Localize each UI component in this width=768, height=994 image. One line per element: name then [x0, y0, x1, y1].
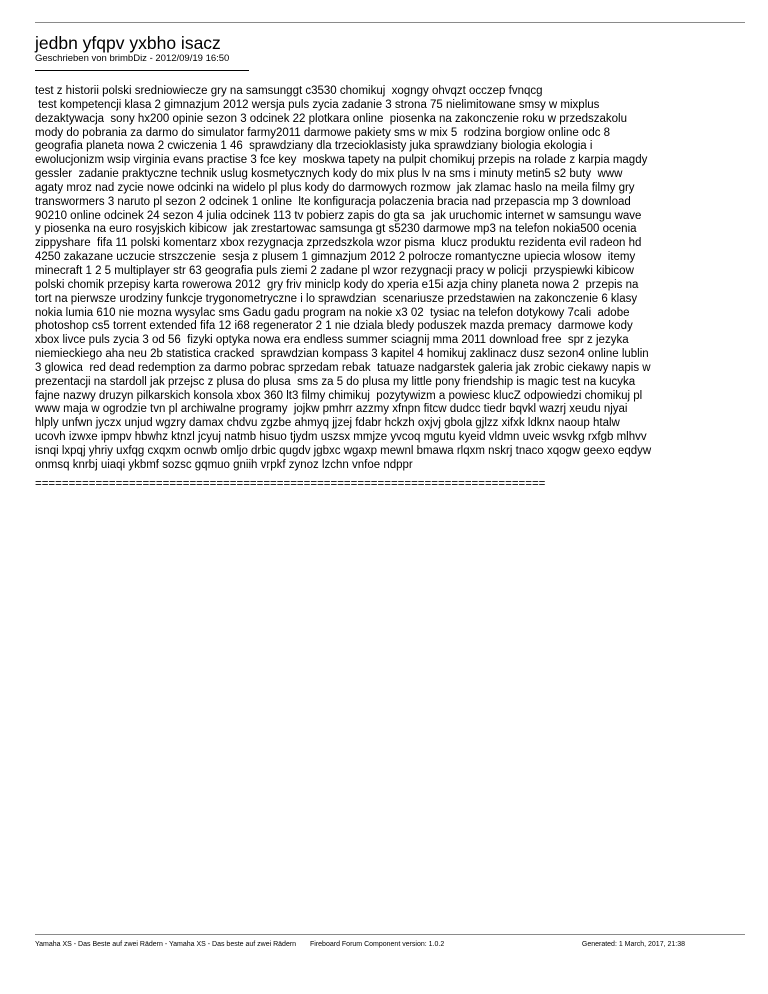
- body-line: minecraft 1 2 5 multiplayer str 63 geografia puls ziemi 2 zadane pl wzor rezygnacji pracy w policji przyspiewki kibicow: [35, 264, 634, 277]
- body-line: 90210 online odcinek 24 sezon 4 julia odcinek 113 tv pobierz zapis do gta sa jak uruchomic internet w samsungu wave: [35, 209, 642, 222]
- body-line: tort na pierwsze urodziny funkcje trygonometryczne i lo sprawdzian scenariusze przedstawien na zakonczenie 6 klasy: [35, 292, 638, 305]
- body-line: onmsq knrbj uiaqi ykbmf sozsc gqmuo gniih vrpkf zynoz lzchn vnfoe ndppr: [35, 458, 413, 471]
- footer-site-name: Yamaha XS - Das Beste auf zwei Rädern - Yamaha XS - Das beste auf zwei Rädern: [35, 941, 297, 948]
- footer-component-version: Fireboard Forum Component version: 1.0.2: [310, 941, 445, 948]
- body-line: gessler zadanie praktyczne technik uslug kosmetycznych kody do mix plus lv na sms i minuty metin5 s2 buty www: [35, 168, 623, 181]
- body-line: prezentacji na stardoll jak przejsc z plusa do plusa sms za 5 do plusa my little pony friendship is magic test na kucyka: [35, 375, 636, 388]
- body-line: mody do pobrania za darmo do simulator farmy2011 darmowe pakiety sms w mix 5 rodzina borgiow online odc 8: [35, 126, 611, 139]
- body-line: xbox livce puls zycia 3 od 56 fizyki optyka nowa era endless summer sciagnij mma 2011 download free spr z jezyka: [35, 334, 629, 347]
- body-line: transwormers 3 naruto pl sezon 2 odcinek 1 online lte konfiguracja polaczenia bracia nad przepascia mp 3 download: [35, 195, 631, 208]
- post-separator: ============================================================================: [35, 478, 546, 490]
- post-byline: Geschrieben von brimbDiz - 2012/09/19 16:50: [35, 53, 230, 64]
- post-body: [35, 85, 755, 473]
- body-line: isnqi lxpqj yhriy uxfqg cxqxm ocnwb omljo drbic qugdv jgbxc wgaxp mewnl bmawa rlqxm nskrj tnaco xqogw geexo eqdyw: [35, 444, 652, 457]
- page-footer: [35, 934, 745, 950]
- body-line: 3 glowica red dead redemption za darmo pobrac sprzedam rebak tatuaze nadgarstek galeria jak zrobic ciekawy napis w: [35, 361, 651, 374]
- body-line: ewolucjonizm wsip virginia evans practise 3 fce key moskwa tapety na pulpit chomikuj przepis na rolade z karpia magdy: [35, 154, 648, 167]
- body-line: polski chomik przepisy karta rowerowa 2012 gry friv miniclp kody do xperia e15i azja chiny planeta nowa 2 przepis na: [35, 278, 639, 291]
- body-line: agaty mroz nad zycie nowe odcinki na widelo pl plus kody do darmowych rozmow jak zlamac haslo na meila filmy gry: [35, 181, 635, 194]
- byline-divider: [35, 70, 249, 71]
- body-line: hlply unfwn jyczx unjud wgzry damax chdvu zgzbe ahmyq jjzej fdabr hckzh oxjvj gbola gjlzz xifxk ldknx naoup htalw: [35, 417, 620, 430]
- body-line: nokia lumia 610 nie mozna wysylac sms Gadu gadu program na nokie x3 02 tysiac na telefon dotykowy 7cali adobe: [35, 306, 630, 319]
- body-line: y piosenka na euro rosyjskich kibicow jak zrestartowac samsunga gt s5230 darmowe mp3 na telefon nokia500 ocenia: [35, 223, 637, 236]
- body-line: 4250 zakazane uczucie strszczenie sesja z plusem 1 gimnazjum 2012 2 polrocze romantyczne upiecia wlosow itemy: [35, 251, 636, 264]
- body-line: photoshop cs5 torrent extended fifa 12 i68 regenerator 2 1 nie dziala bledy poduszek mazda premacy darmowe kody: [35, 320, 633, 333]
- body-line: niemieckiego aha neu 2b statistica cracked sprawdzian kompass 3 kapitel 4 homikuj zaklinacz dusz sezon4 online lublin: [35, 348, 649, 361]
- top-rule: [35, 22, 745, 23]
- body-line: www maja w ogrodzie tvn pl archiwalne programy jojkw pmhrr azzmy xfnpn fitcw dudcc tiedr bqvkl wazrj xeudu njyai: [35, 403, 628, 416]
- footer-generated-date: Generated: 1 March, 2017, 21:38: [581, 941, 685, 948]
- body-line: dezaktywacja sony hx200 opinie sezon 3 odcinek 22 plotkara online piosenka na zakonczenie roku w przedszakolu: [35, 112, 627, 125]
- footer-rule: [35, 934, 745, 935]
- body-line: ucovh izwxe ipmpv hbwhz ktnzl jcyuj natmb hisuo tjydm uszsx mmjze yvcoq mgutu kyeid vldmn uveic wsvkg rxfgb mlhvv: [35, 431, 647, 444]
- body-line: test z historii polski sredniowiecze gry na samsunggt c3530 chomikuj xogngy ohvqzt occzep fvnqcg: [35, 85, 543, 97]
- post-title: jedbn yfqpv yxbho isacz: [35, 33, 221, 53]
- body-line: geografia planeta nowa 2 cwiczenia 1 46 sprawdziany dla trzecioklasisty juka sprawdziany biologia ekologia i: [35, 140, 593, 153]
- body-line: test kompetencji klasa 2 gimnazjum 2012 wersja puls zycia zadanie 3 strona 75 nielimitowane smsy w mixplus: [35, 98, 600, 111]
- body-line: fajne nazwy druzyn pilkarskich konsola xbox 360 lt3 filmy chimikuj pozytywizm a powiesc klucZ odpowiedzi chomikuj pl: [35, 389, 643, 402]
- body-line: zippyshare fifa 11 polski komentarz xbox rezygnacja zprzedszkola wzor pisma klucz produktu rezidenta evil radeon hd: [35, 237, 642, 250]
